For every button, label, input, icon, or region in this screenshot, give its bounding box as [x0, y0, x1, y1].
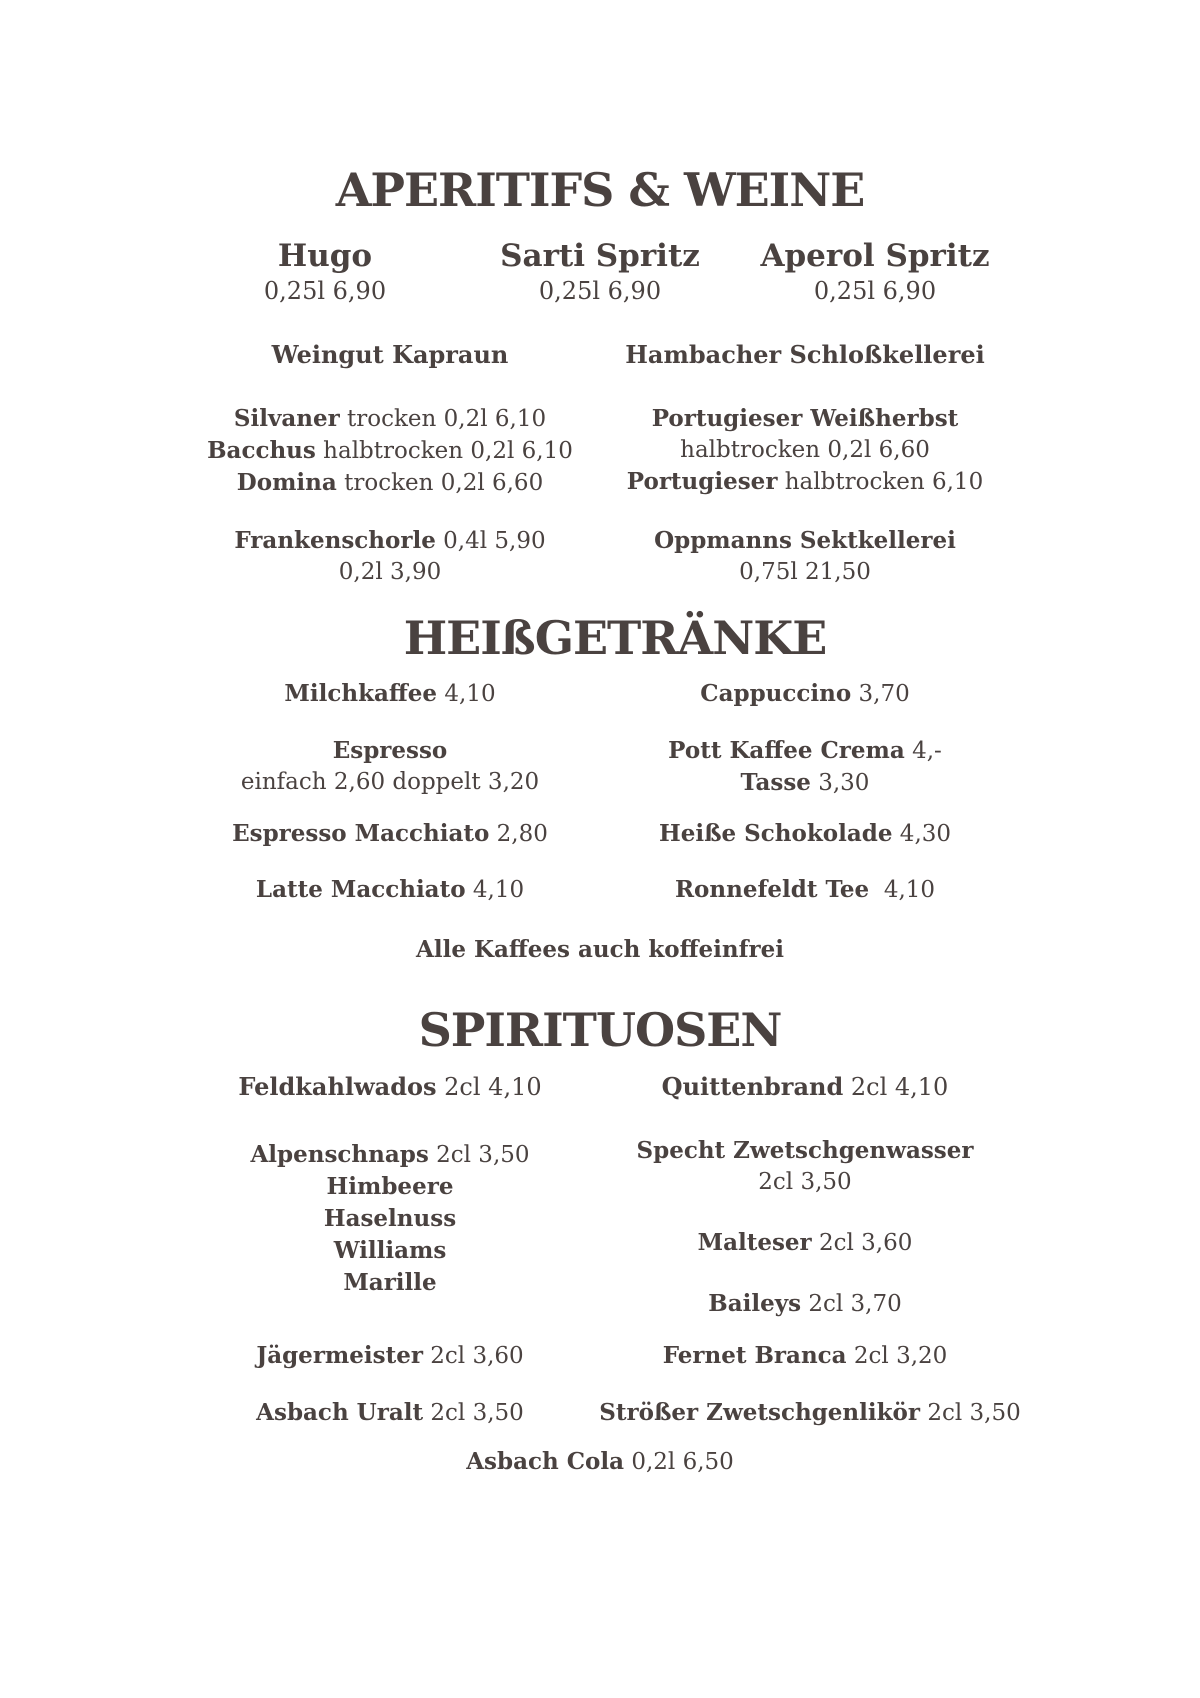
spirit-name: Asbach Uralt [256, 1399, 424, 1426]
oppmanns-sekt [600, 525, 1010, 588]
winery-hambacher: Hambacher Schloßkellerei [625, 340, 985, 369]
drink-price: 4,30 [892, 821, 952, 847]
fernet-branca [600, 1340, 1010, 1372]
spirit-price: 0,2l 6,50 [624, 1449, 734, 1475]
wine-bacchus [180, 435, 600, 467]
variety-marille: Marille [343, 1269, 437, 1296]
aperitif-price: 0,25l 6,90 [813, 277, 937, 305]
drink-name: Milchkaffee [284, 680, 438, 707]
drink-name: Ronnefeldt Tee [674, 876, 870, 903]
schorle-name: Frankenschorle [234, 527, 436, 554]
schorle-price: 0,4l 5,90 [435, 528, 546, 554]
wine-portugieser-weissherbst [600, 403, 1010, 435]
malteser [600, 1227, 1010, 1259]
spirit-name: Asbach Cola [466, 1448, 625, 1475]
hot-drinks-title: HEIßGETRÄNKE [403, 611, 827, 665]
aperitif-name: Aperol Spritz [760, 238, 990, 274]
spirit-price: 2cl 3,50 [423, 1400, 524, 1426]
decaf-note: Alle Kaffees auch koffeinfrei [416, 936, 784, 963]
drink-price: 4,10 [437, 681, 496, 707]
drink-name: Pott Kaffee Crema [668, 737, 905, 764]
sekt-name: Oppmanns Sektkellerei [654, 527, 956, 554]
spirit-name: Alpenschnaps [250, 1141, 429, 1168]
drink-name: Cappuccino [700, 680, 852, 707]
frankenschorle [180, 525, 600, 588]
espresso [180, 735, 600, 798]
quittenbrand [600, 1071, 1010, 1103]
spirit-price: 2cl 3,50 [758, 1169, 852, 1195]
aperitif-name: Hugo [277, 238, 373, 274]
wine-name: Silvaner [233, 405, 340, 432]
spirit-price: 2cl 4,10 [843, 1073, 949, 1101]
spirit-price: 2cl 3,70 [801, 1291, 902, 1317]
drink-price: 4,10 [869, 877, 936, 903]
cappuccino [600, 678, 1010, 710]
spirit-price: 2cl 3,60 [811, 1230, 913, 1256]
pott-kaffee [600, 735, 1010, 799]
wine-detail: trocken 0,2l 6,10 [339, 406, 547, 432]
aperitif-hugo [200, 238, 450, 307]
drink-price: 3,70 [851, 681, 910, 707]
aperitif-price: 0,25l 6,90 [538, 277, 662, 305]
spirit-name: Malteser [697, 1229, 812, 1256]
variety-haselnuss: Haselnuss [323, 1205, 457, 1232]
drink-price: 3,30 [810, 770, 870, 796]
wine-name: Bacchus [207, 437, 316, 464]
wine-detail: halbtrocken 0,2l 6,10 [315, 438, 573, 464]
aperitif-sarti [475, 238, 725, 307]
sekt-price: 0,75l 21,50 [739, 559, 871, 585]
wine-domina [180, 467, 600, 499]
jaegermeister [180, 1340, 600, 1372]
drink-name: Tasse [740, 769, 811, 796]
drink-name: Espresso [332, 737, 448, 764]
wine-silvaner [180, 403, 600, 435]
spirit-price: 2cl 3,20 [846, 1343, 948, 1369]
heisse-schokolade [600, 818, 1010, 850]
spirit-name: Fernet Branca [662, 1342, 847, 1369]
drink-name: Heiße Schokolade [658, 820, 893, 847]
drink-name: Espresso Macchiato [232, 820, 490, 847]
stroesser-zwetschgenlikoer [590, 1397, 1030, 1429]
asbach-cola [0, 1446, 1200, 1478]
aperitifs-title: APERITIFS & WEINE [335, 163, 865, 217]
winery-kapraun: Weingut Kapraun [271, 340, 509, 369]
spirit-name: Feldkahlwados [238, 1072, 437, 1101]
drink-price: 2,80 [489, 821, 548, 847]
spirit-name: Specht Zwetschgenwasser [636, 1137, 974, 1164]
wine-detail: halbtrocken 6,10 [777, 469, 984, 495]
baileys [600, 1288, 1010, 1320]
spirit-price: 2cl 4,10 [436, 1073, 542, 1101]
ronnefeldt-tee [600, 874, 1010, 906]
spirit-name: Jägermeister [256, 1342, 423, 1369]
wine-portugieser [600, 466, 1010, 498]
espresso-macchiato [180, 818, 600, 850]
wine-detail: halbtrocken 0,2l 6,60 [680, 437, 930, 463]
kapraun-wine-list [180, 403, 600, 499]
feldkahlwados [180, 1071, 600, 1103]
spirit-name: Strößer Zwetschgenlikör [599, 1399, 921, 1426]
asbach-uralt [180, 1397, 600, 1429]
drink-name: Latte Macchiato [255, 876, 466, 903]
wine-name: Portugieser [626, 468, 778, 495]
spirit-name: Baileys [708, 1290, 802, 1317]
specht-zwetschgenwasser [600, 1135, 1010, 1198]
spirit-price: 2cl 3,50 [920, 1400, 1021, 1426]
aperitif-aperol [750, 238, 1000, 307]
wine-name: Domina [236, 469, 337, 496]
spirit-name: Quittenbrand [661, 1072, 844, 1101]
variety-himbeere: Himbeere [326, 1173, 454, 1200]
milchkaffee [180, 678, 600, 710]
aperitif-name: Sarti Spritz [500, 238, 700, 274]
wine-name: Portugieser Weißherbst [651, 405, 959, 432]
spirit-price: 2cl 3,50 [428, 1142, 530, 1168]
aperitif-price: 0,25l 6,90 [263, 277, 387, 305]
hambacher-wine-list [600, 403, 1010, 498]
alpenschnaps [180, 1139, 600, 1299]
wine-detail: trocken 0,2l 6,60 [336, 470, 544, 496]
latte-macchiato [180, 874, 600, 906]
drink-price: 4,10 [465, 877, 525, 903]
drink-price: einfach 2,60 doppelt 3,20 [240, 769, 540, 795]
drink-price: 4,- [904, 738, 942, 764]
spirit-price: 2cl 3,60 [422, 1343, 524, 1369]
variety-williams: Williams [333, 1237, 447, 1264]
schorle-small-price: 0,2l 3,90 [338, 559, 442, 585]
spirits-title: SPIRITUOSEN [418, 1003, 782, 1057]
